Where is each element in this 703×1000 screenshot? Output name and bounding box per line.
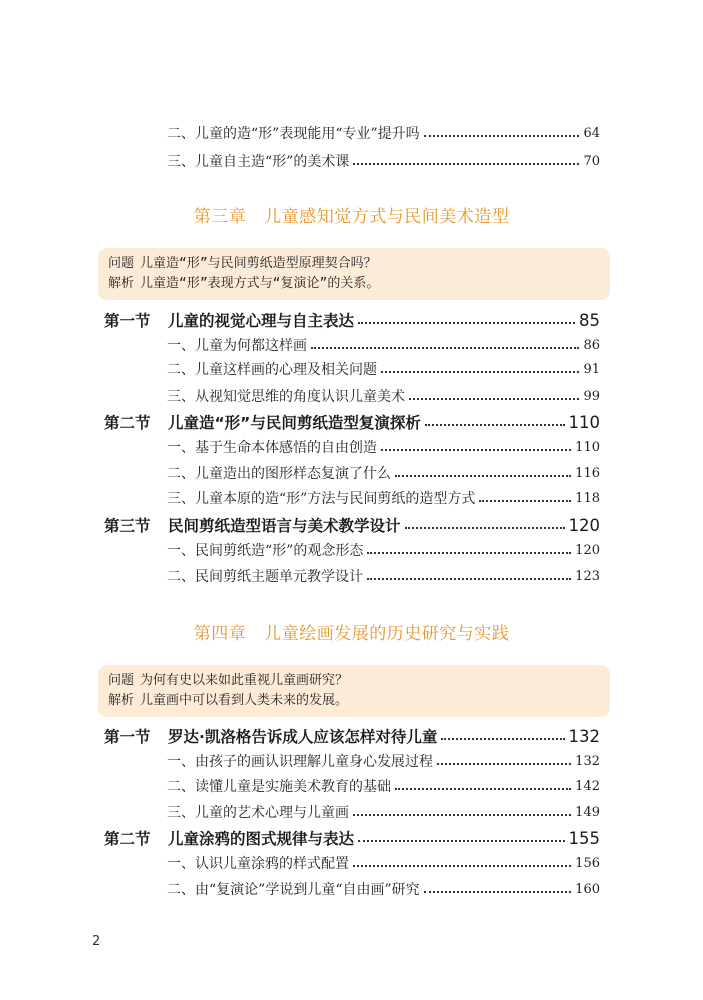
toc-entry-title: 二、民间剪纸主题单元教学设计 (167, 569, 363, 585)
toc-entry-title: 一、由孩子的画认识理解儿童身心发展过程 (167, 754, 433, 770)
chapter-title: 儿童感知觉方式与民间美术造型 (264, 207, 510, 227)
toc-entry[interactable] (167, 565, 600, 587)
dot-leader (367, 578, 571, 580)
toc-entry-title: 一、基于生命本体感悟的自由创造 (167, 440, 377, 456)
toc-entry-page: 156 (575, 855, 600, 871)
toc-entry[interactable] (167, 750, 600, 772)
answer-text: 儿童造“形”表现方式与“复演论”的关系。 (140, 276, 380, 291)
answer-text: 儿童画中可以看到人类未来的发展。 (140, 693, 349, 708)
chapter-4-heading[interactable] (0, 619, 703, 644)
section-label: 第二节 (104, 830, 151, 848)
section-label: 第三节 (104, 517, 151, 535)
toc-entry-title: 三、儿童本原的造“形”方法与民间剪纸的造型方式 (167, 491, 476, 507)
toc-entry[interactable] (167, 775, 600, 797)
toc-entry[interactable] (167, 852, 600, 874)
toc-entry[interactable] (167, 358, 600, 380)
answer-label: 解析 (108, 693, 135, 708)
toc-entry-page: 64 (583, 125, 600, 141)
section-title: 儿童造“形”与民间剪纸造型复演探析 (168, 414, 421, 432)
toc-entry[interactable] (167, 487, 600, 509)
toc-entry-page: 118 (575, 490, 600, 506)
toc-entry-title: 一、儿童为何都这样画 (167, 338, 307, 354)
dot-leader (353, 865, 571, 867)
toc-entry-title: 二、儿童的造“形”表现能用“专业”提升吗 (167, 126, 420, 142)
section-label: 第一节 (104, 312, 151, 330)
section-page: 132 (568, 726, 600, 746)
toc-entry-title: 二、由“复演论”学说到儿童“自由画”研究 (167, 882, 420, 898)
dot-leader (405, 527, 565, 529)
toc-entry[interactable] (167, 334, 600, 356)
dot-leader (395, 475, 571, 477)
toc-entry-title: 三、从视知觉思维的角度认识儿童美术 (167, 389, 405, 405)
toc-entry-page: 99 (583, 388, 600, 404)
toc-section[interactable] (104, 825, 600, 851)
toc-entry-page: 160 (575, 881, 600, 897)
dot-leader (441, 738, 564, 740)
page-number: 2 (92, 934, 101, 949)
dot-leader (425, 424, 565, 426)
toc-entry-title: 二、儿童这样画的心理及相关问题 (167, 362, 377, 378)
toc-section[interactable] (104, 723, 600, 749)
section-title: 罗达·凯洛格告诉成人应该怎样对待儿童 (168, 728, 438, 746)
toc-entry-title: 二、儿童造出的图形样态复演了什么 (167, 466, 391, 482)
toc-entry-page: 91 (583, 361, 600, 377)
toc-section[interactable] (104, 512, 600, 538)
question-label: 问题 (108, 256, 135, 271)
dot-leader (358, 840, 564, 842)
dot-leader (358, 322, 575, 324)
dot-leader (479, 500, 571, 502)
toc-entry[interactable] (167, 150, 600, 172)
question-text: 儿童造“形”与民间剪纸造型原理契合吗？ (140, 256, 377, 271)
dot-leader (424, 135, 580, 137)
toc-entry-page: 120 (575, 542, 600, 558)
toc-entry-title: 一、认识儿童涂鸦的样式配置 (167, 856, 349, 872)
dot-leader (409, 398, 579, 400)
chapter-number: 第三章 (193, 207, 247, 227)
section-page: 155 (568, 828, 600, 848)
toc-section[interactable] (104, 409, 600, 435)
dot-leader (381, 449, 571, 451)
toc-entry[interactable] (167, 122, 600, 144)
chapter-title: 儿童绘画发展的历史研究与实践 (264, 624, 510, 644)
toc-entry[interactable] (167, 436, 600, 458)
dot-leader (311, 347, 579, 349)
dot-leader (367, 552, 571, 554)
toc-entry-title: 一、民间剪纸造“形”的观念形态 (167, 543, 364, 559)
section-page: 110 (568, 412, 600, 432)
toc-entry-page: 86 (583, 337, 600, 353)
toc-entry[interactable] (167, 462, 600, 484)
toc-entry-page: 116 (575, 465, 600, 481)
qa-answer (108, 691, 610, 711)
section-page: 85 (579, 310, 600, 330)
dot-leader (395, 788, 571, 790)
section-title: 儿童涂鸦的图式规律与表达 (168, 830, 355, 848)
chapter-3-heading[interactable] (0, 202, 703, 227)
toc-entry-page: 70 (583, 153, 600, 169)
dot-leader (381, 371, 579, 373)
toc-entry-title: 三、儿童的艺术心理与儿童画 (167, 805, 349, 821)
section-title: 儿童的视觉心理与自主表达 (168, 312, 355, 330)
toc-entry[interactable] (167, 385, 600, 407)
toc-entry[interactable] (167, 539, 600, 561)
toc-entry-title: 三、儿童自主造“形”的美术课 (167, 154, 350, 170)
dot-leader (437, 763, 571, 765)
dot-leader (353, 814, 571, 816)
chapter-number: 第四章 (193, 624, 247, 644)
question-text: 为何有史以来如此重视儿童画研究？ (140, 673, 349, 688)
qa-answer (108, 274, 610, 294)
section-label: 第一节 (104, 728, 151, 746)
qa-question (108, 671, 610, 691)
toc-entry-page: 142 (575, 778, 600, 794)
toc-entry-title: 二、读懂儿童是实施美术教育的基础 (167, 779, 391, 795)
dot-leader (353, 163, 579, 165)
toc-entry[interactable] (167, 801, 600, 823)
dot-leader (424, 891, 572, 893)
chapter-3-qa-box (98, 248, 610, 300)
toc-entry-page: 110 (575, 439, 600, 455)
section-page: 120 (568, 515, 600, 535)
toc-entry-page: 132 (575, 753, 600, 769)
toc-entry[interactable] (167, 878, 600, 900)
toc-entry-page: 149 (575, 804, 600, 820)
toc-section[interactable] (104, 307, 600, 333)
section-title: 民间剪纸造型语言与美术教学设计 (168, 517, 401, 535)
qa-question (108, 254, 610, 274)
answer-label: 解析 (108, 276, 135, 291)
chapter-4-qa-box (98, 665, 610, 717)
section-label: 第二节 (104, 414, 151, 432)
question-label: 问题 (108, 673, 135, 688)
toc-entry-page: 123 (575, 568, 600, 584)
